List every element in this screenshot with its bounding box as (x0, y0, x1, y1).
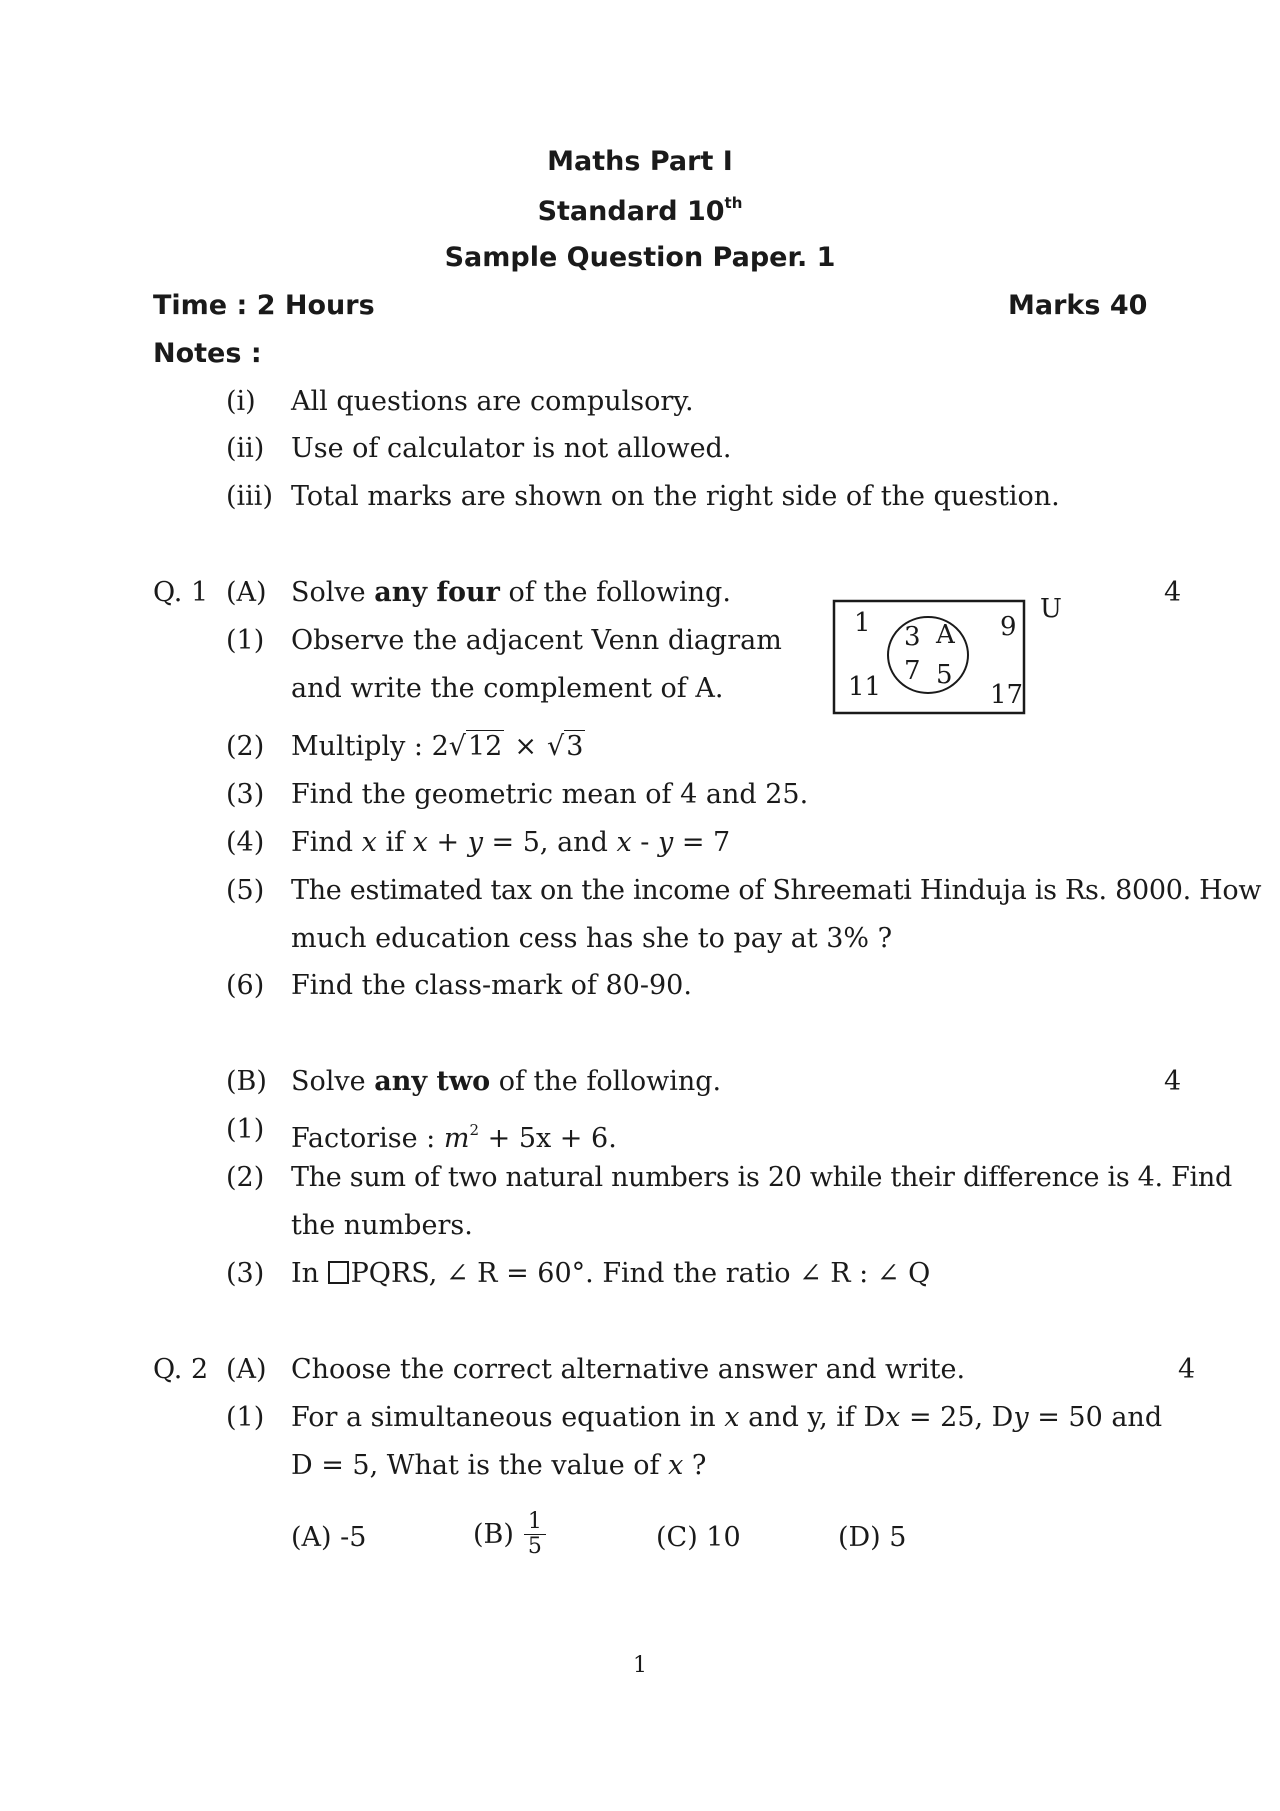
item-text: The sum of two natural numbers is 20 while their difference is 4. Find (291, 1162, 1232, 1193)
fraction-denominator: 5 (527, 1534, 542, 1559)
radical-sign: √ (546, 731, 565, 762)
item-text (291, 827, 730, 859)
instruction-text: Solve (291, 1066, 375, 1097)
variable: x (885, 1402, 901, 1433)
variable: y (1013, 1402, 1029, 1433)
variable: x (616, 827, 632, 858)
text-run: = 50 and (1028, 1402, 1163, 1433)
part-label: (A) (226, 1354, 267, 1385)
item-text (291, 731, 585, 763)
item-number: (5) (226, 875, 265, 906)
part-label: (B) (226, 1066, 267, 1097)
square-root (449, 731, 505, 763)
item-number: (2) (226, 731, 265, 762)
part-label: (A) (226, 577, 267, 608)
note-number: (ii) (226, 433, 265, 464)
note-number: (iii) (226, 481, 273, 512)
outside-element: 11 (848, 672, 882, 702)
outside-element: 1 (854, 608, 871, 638)
text-run: Find (291, 827, 362, 858)
text-run: = 7 (673, 827, 731, 858)
item-number: (2) (226, 1162, 265, 1193)
part-instruction: Choose the correct alternative answer and write. (291, 1354, 966, 1385)
standard-sup: th (724, 194, 743, 212)
text-run: For a simultaneous equation in (291, 1402, 725, 1433)
option-c: (C) 10 (656, 1522, 741, 1553)
question-number: Q. 2 (153, 1354, 209, 1385)
standard-line (0, 194, 1280, 227)
text-run: and y, if D (739, 1402, 886, 1433)
item-text: and write the complement of A. (291, 673, 724, 704)
time-allowed: Time : 2 Hours (153, 290, 375, 321)
instruction-emphasis: any two (374, 1066, 491, 1097)
fraction (524, 1510, 546, 1559)
note-number: (i) (226, 386, 256, 417)
item-text: Observe the adjacent Venn diagram (291, 625, 782, 656)
text-run: Factorise : (291, 1123, 444, 1154)
item-text: Find the class-mark of 80-90. (291, 970, 692, 1001)
part-instruction (291, 1066, 721, 1098)
option-d: (D) 5 (838, 1522, 907, 1553)
times-sign: × (514, 731, 537, 762)
exponent: 2 (469, 1121, 480, 1139)
option-label: (B) (473, 1518, 514, 1550)
instruction-text: of the following. (499, 577, 731, 608)
text-run: if (376, 827, 413, 858)
square-root (547, 731, 585, 763)
item-text (291, 1258, 930, 1290)
paper-subtitle: Sample Question Paper. 1 (444, 242, 836, 273)
part-marks: 4 (1178, 1354, 1196, 1385)
instruction-emphasis: any four (374, 577, 500, 608)
text-run: In (291, 1258, 328, 1289)
variable: m (443, 1123, 470, 1154)
item-number: (6) (226, 970, 265, 1001)
set-a-element: 7 (904, 656, 921, 686)
part-marks: 4 (1164, 1066, 1182, 1097)
page-number: 1 (633, 1653, 647, 1678)
option-b (473, 1510, 546, 1559)
paper-title: Maths Part I (547, 146, 733, 177)
radical-sign: √ (448, 731, 466, 762)
venn-diagram (832, 591, 1084, 717)
multiply-label: Multiply : 2 (291, 731, 449, 762)
radicand: 12 (468, 731, 503, 762)
variable: y (657, 827, 674, 858)
variable: x (361, 827, 377, 858)
outside-element: 9 (1000, 612, 1017, 642)
standard-text: Standard 10 (537, 196, 725, 227)
note-text: Use of calculator is not allowed. (291, 433, 732, 464)
text-run: = 5, and (482, 827, 617, 858)
item-number: (4) (226, 827, 265, 858)
universal-set-label: U (1040, 594, 1062, 624)
text-run: + 5x + 6. (479, 1123, 617, 1154)
note-text: All questions are compulsory. (291, 386, 694, 417)
variable: y (467, 827, 483, 858)
text-run: = 25, D (900, 1402, 1014, 1433)
item-text: Find the geometric mean of 4 and 25. (291, 779, 809, 810)
set-a-element: 3 (904, 622, 921, 652)
item-text: the numbers. (291, 1210, 473, 1241)
fraction-numerator: 1 (524, 1510, 546, 1535)
part-marks: 4 (1164, 577, 1182, 608)
variable: x (724, 1402, 740, 1433)
text-run: - (631, 827, 658, 858)
set-a-label: A (936, 620, 955, 650)
text-run: ? (683, 1450, 707, 1481)
total-marks: Marks 40 (1008, 290, 1148, 321)
text-run: + (427, 827, 468, 858)
item-text (291, 1114, 617, 1155)
quadrilateral-symbol (328, 1261, 349, 1284)
set-a-element: 5 (936, 660, 953, 690)
notes-heading: Notes : (153, 338, 262, 369)
variable: x (412, 827, 428, 858)
item-number: (1) (226, 1114, 265, 1145)
item-text: The estimated tax on the income of Shreemati Hinduja is Rs. 8000. How (291, 875, 1262, 906)
note-text: Total marks are shown on the right side of the question. (291, 481, 1060, 512)
item-number: (3) (226, 779, 265, 810)
variable: x (668, 1450, 684, 1481)
item-text: much education cess has she to pay at 3% ? (291, 923, 893, 954)
outside-element: 17 (990, 680, 1024, 710)
part-instruction (291, 577, 731, 609)
instruction-text: Solve (291, 577, 375, 608)
option-a: (A) -5 (291, 1522, 367, 1553)
question-number: Q. 1 (153, 577, 209, 608)
text-run: PQRS, ∠ R = 60°. Find the ratio ∠ R : ∠ Q (350, 1258, 931, 1289)
text-run: D = 5, What is the value of (291, 1450, 669, 1481)
item-number: (1) (226, 625, 265, 656)
instruction-text: of the following. (490, 1066, 722, 1097)
item-text (291, 1450, 706, 1482)
set-a-circle (888, 617, 968, 693)
item-text (291, 1402, 1162, 1434)
item-number: (1) (226, 1402, 265, 1433)
radicand: 3 (566, 731, 584, 762)
item-number: (3) (226, 1258, 265, 1289)
